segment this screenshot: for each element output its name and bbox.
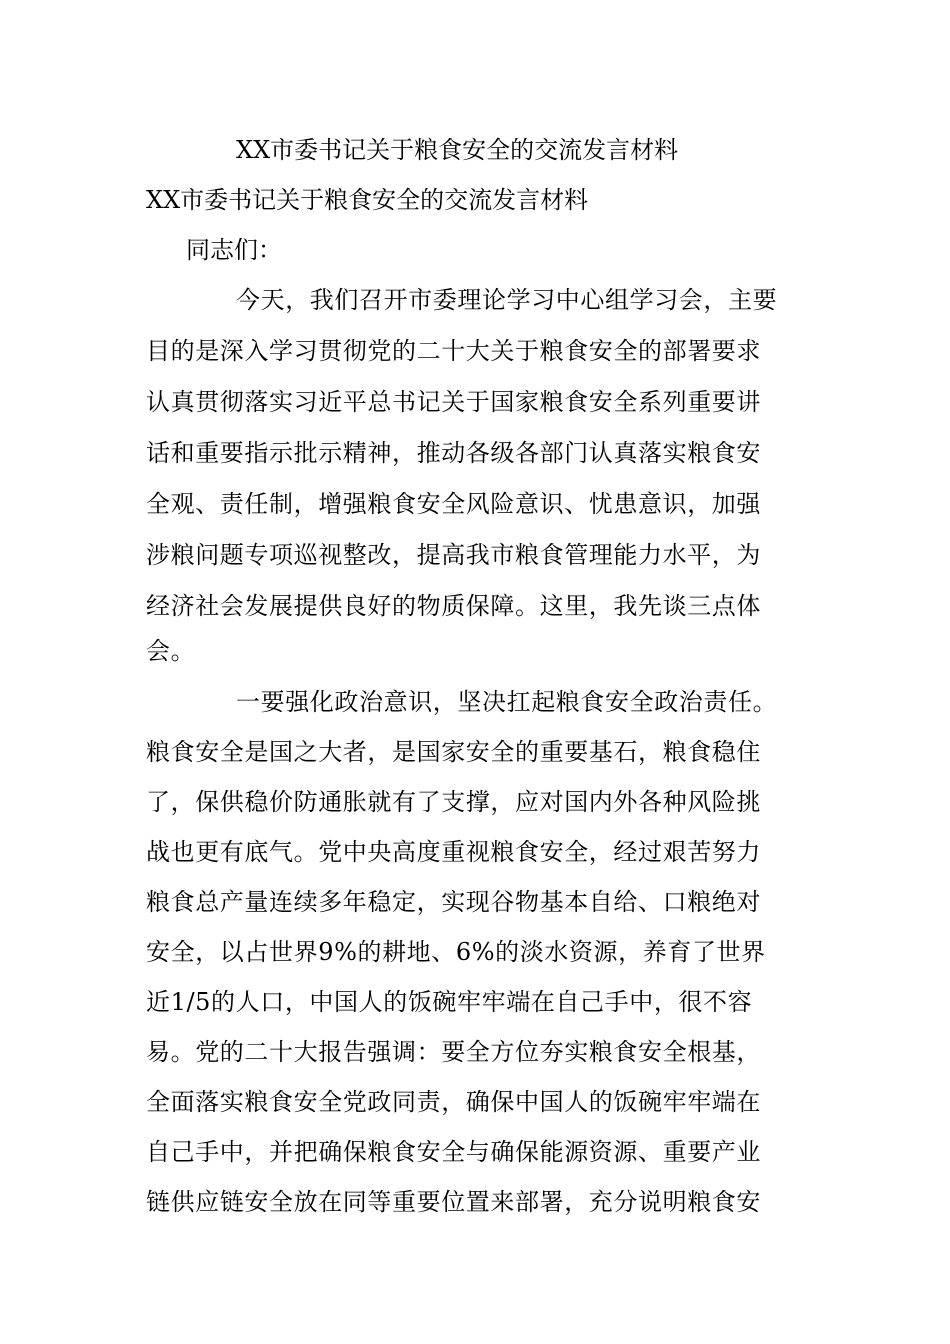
paragraph-line: 涉粮问题专项巡视整改，提高我市粮食管理能力水平，为 bbox=[146, 541, 761, 569]
paragraph-line: 易。党的二十大报告强调：要全方位夯实粮食安全根基， bbox=[146, 1038, 761, 1066]
paragraph-line: 自己手中，并把确保粮食安全与确保能源资源、重要产业 bbox=[146, 1138, 761, 1166]
paragraph-line: 粮食总产量连续多年稳定，实现谷物基本自给、口粮绝对 bbox=[146, 888, 761, 916]
section-heading-line: 一要强化政治意识，坚决扛起粮食安全政治责任。 bbox=[236, 688, 778, 716]
paragraph-line: 了，保供稳价防通胀就有了支撑，应对国内外各种风险挑 bbox=[146, 788, 761, 816]
paragraph-line: 会。 bbox=[146, 637, 196, 665]
paragraph-line: 全观、责任制，增强粮食安全风险意识、忧患意识，加强 bbox=[146, 490, 761, 518]
paragraph-line: 全面落实粮食安全党政同责，确保中国人的饭碗牢牢端在 bbox=[146, 1088, 761, 1116]
paragraph-line: 安全，以占世界9%的耕地、6%的淡水资源，养育了世界 bbox=[146, 938, 766, 966]
paragraph-line: 粮食安全是国之大者，是国家安全的重要基石，粮食稳住 bbox=[146, 738, 761, 766]
document-title: XX市委书记关于粮食安全的交流发言材料 bbox=[146, 186, 589, 214]
paragraph-line: 战也更有底气。党中央高度重视粮食安全，经过艰苦努力 bbox=[146, 838, 761, 866]
paragraph-line: 近1/5的人口，中国人的饭碗牢牢端在自己手中，很不容 bbox=[146, 988, 753, 1016]
salutation: 同志们： bbox=[186, 236, 282, 264]
paragraph-line: 认真贯彻落实习近平总书记关于国家粮食安全系列重要讲 bbox=[146, 388, 761, 416]
paragraph-line: 目的是深入学习贯彻党的二十大关于粮食安全的部署要求 bbox=[146, 337, 761, 365]
paragraph-line: 链供应链安全放在同等重要位置来部署，充分说明粮食安 bbox=[146, 1188, 761, 1216]
paragraph-line: 今天，我们召开市委理论学习中心组学习会，主要 bbox=[236, 286, 778, 314]
paragraph-line: 经济社会发展提供良好的物质保障。这里，我先谈三点体 bbox=[146, 592, 761, 620]
paragraph-line: 话和重要指示批示精神，推动各级各部门认真落实粮食安 bbox=[146, 439, 761, 467]
document-title-centered: XX市委书记关于粮食安全的交流发言材料 bbox=[236, 136, 679, 164]
